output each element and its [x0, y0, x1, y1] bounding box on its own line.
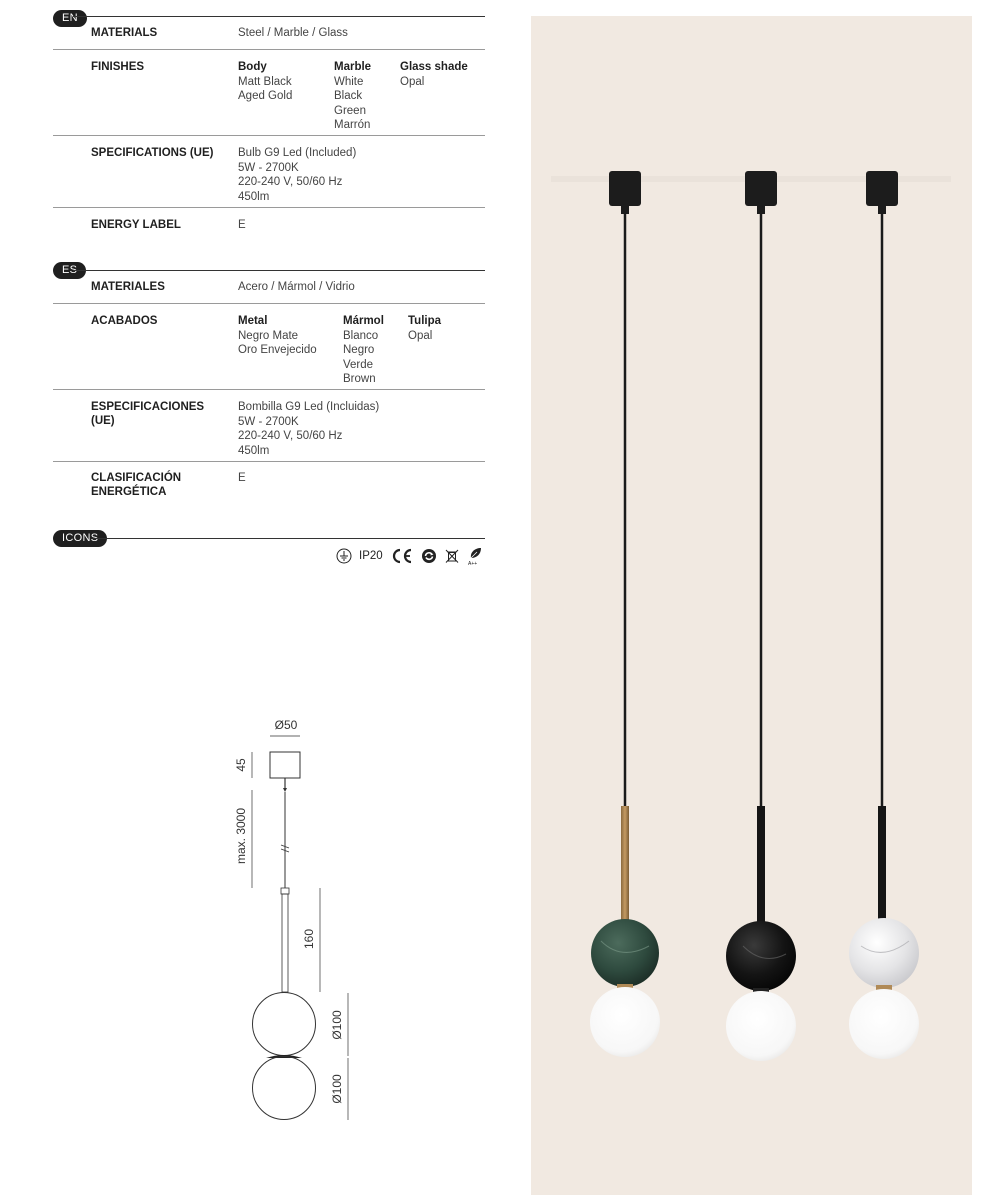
cable-gland: [878, 206, 886, 214]
es-spec-label-line: ESPECIFICACIONES: [91, 401, 205, 413]
black-rod: [757, 806, 765, 924]
spec-line: 220-240 V, 50/60 Hz: [238, 176, 343, 188]
ce-mark-icon: [390, 548, 414, 564]
en-finish-item: Green: [334, 104, 366, 117]
icons-tag: ICONS: [53, 530, 107, 547]
en-section: [53, 10, 485, 250]
es-finish-heading: Tulipa: [408, 315, 442, 327]
black-rod: [878, 806, 886, 921]
es-finish-item: Opal: [408, 329, 433, 342]
en-materials-value: Steel / Marble / Glass: [238, 27, 348, 39]
en-finish-heading: Glass shade: [400, 61, 468, 73]
en-finish-col-glass: [400, 60, 468, 89]
gold-rod: [621, 806, 629, 921]
en-energy-value: E: [238, 219, 246, 231]
energy-leaf-icon: [467, 546, 485, 566]
certification-icons: [336, 546, 485, 566]
es-materials-value: Acero / Mármol / Vidrio: [238, 281, 355, 293]
es-finish-heading: Mármol: [343, 315, 384, 327]
white-marble-sphere: [849, 918, 919, 988]
spec-line: Bulb G9 Led (Included): [238, 147, 357, 159]
en-finish-item: White: [334, 75, 364, 88]
dim-rod-length: 160: [302, 928, 316, 950]
en-finish-heading: Marble: [334, 61, 372, 73]
rod-outline: [282, 894, 288, 992]
spec-line: 220-240 V, 50/60 Hz: [238, 430, 343, 442]
black-marble-sphere: [726, 921, 796, 991]
en-materials-row: [53, 16, 485, 50]
pendant-lamps-illustration: [531, 16, 972, 1195]
es-energy-label: [91, 471, 231, 499]
en-materials-label: MATERIALS: [91, 27, 158, 39]
en-specifications-row: [53, 136, 485, 208]
dim-sphere-top: Ø100: [330, 1010, 344, 1040]
en-finish-col-marble: [334, 60, 371, 133]
cable-gland: [757, 206, 765, 214]
bottom-sphere-outline: [253, 1057, 316, 1120]
ip-rating: IP20: [359, 550, 383, 562]
es-specifications-value: [238, 400, 379, 458]
en-finishes-label: FINISHES: [91, 61, 145, 73]
icons-divider: [93, 538, 485, 539]
en-energy-label: ENERGY LABEL: [91, 219, 181, 231]
es-section: [53, 262, 485, 512]
en-finish-col-body: [238, 60, 292, 104]
recycle-icon: [421, 548, 437, 564]
technical-drawing: [200, 710, 400, 1140]
energy-class-text: A++: [467, 561, 477, 566]
en-finish-item: Marrón: [334, 119, 371, 131]
cable-gland: [621, 206, 629, 214]
es-finishes-row: [53, 304, 485, 390]
spec-line: 450lm: [238, 190, 270, 203]
lamp-green-gold: [590, 171, 660, 1057]
opal-glass-sphere: [726, 991, 796, 1061]
es-finish-item: Negro Mate: [238, 329, 299, 342]
es-finish-item: Brown: [343, 373, 376, 385]
rod-cap: [281, 888, 289, 894]
es-finish-heading: Metal: [238, 315, 268, 327]
lamp-black: [726, 171, 796, 1061]
green-marble-sphere: [591, 919, 659, 987]
en-finish-heading: Body: [238, 61, 267, 73]
es-finish-col-tulipa: [408, 314, 441, 343]
es-specifications-row: [53, 390, 485, 462]
es-finish-item: Verde: [343, 358, 374, 371]
en-finish-item: Aged Gold: [238, 90, 293, 102]
opal-glass-sphere: [849, 989, 919, 1059]
lamp-white: [849, 171, 919, 1059]
canopy-outline: [270, 752, 300, 778]
es-energy-row: [53, 462, 485, 506]
canopy: [866, 171, 898, 206]
es-specifications-label: [91, 400, 231, 428]
dim-canopy-diameter: Ø50: [274, 718, 298, 732]
es-energy-value: E: [238, 472, 246, 484]
cable-gland: [283, 788, 287, 792]
es-energy-label-line: ENERGÉTICA: [91, 486, 167, 498]
es-spec-label-line: (UE): [91, 415, 115, 427]
en-energy-row: [53, 208, 485, 244]
product-photo: [531, 16, 972, 1195]
dim-canopy-height: 45: [234, 758, 248, 772]
dim-sphere-bottom: Ø100: [330, 1074, 344, 1104]
opal-glass-sphere: [590, 987, 660, 1057]
en-specifications-value: [238, 146, 356, 204]
en-finishes-row: [53, 50, 485, 136]
spec-line: 450lm: [238, 444, 270, 457]
dim-cable-length: max. 3000: [234, 807, 248, 865]
es-finishes-label: ACABADOS: [91, 315, 158, 327]
es-finish-col-metal: [238, 314, 317, 358]
es-materials-label: MATERIALES: [91, 281, 165, 293]
canopy: [609, 171, 641, 206]
canopy: [745, 171, 777, 206]
weee-bin-icon: [444, 548, 460, 564]
en-specifications-label: SPECIFICATIONS (UE): [91, 147, 214, 159]
es-finish-item: Negro: [343, 344, 375, 356]
es-finish-item: Blanco: [343, 329, 379, 342]
es-finish-col-marmol: [343, 314, 384, 387]
es-finish-item: Oro Envejecido: [238, 344, 317, 356]
spec-line: 5W - 2700K: [238, 161, 299, 174]
top-sphere-outline: [253, 993, 316, 1056]
en-finish-item: Matt Black: [238, 75, 292, 88]
earth-ground-icon: [336, 548, 352, 564]
en-finish-item: Black: [334, 90, 363, 102]
spec-line: Bombilla G9 Led (Incluidas): [238, 401, 380, 413]
en-finish-item: Opal: [400, 75, 425, 88]
es-energy-label-line: CLASIFICACIÓN: [91, 472, 182, 484]
en-tag: EN: [53, 10, 87, 27]
es-tag: ES: [53, 262, 86, 279]
spec-line: 5W - 2700K: [238, 415, 299, 428]
es-materials-row: [53, 270, 485, 304]
